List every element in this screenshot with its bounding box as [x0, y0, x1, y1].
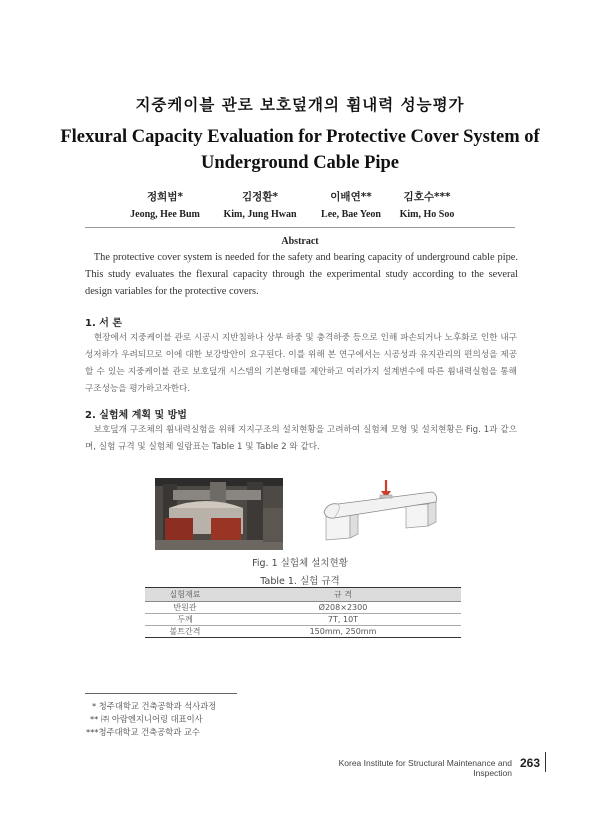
- author-name-en: Kim, Jung Hwan: [223, 209, 297, 220]
- section-1-heading: 1. 서 론: [85, 318, 123, 329]
- author-name-en: Kim, Ho Soo: [399, 209, 455, 220]
- page-number-bar: [545, 752, 546, 772]
- journal-footer: Korea Institute for Structural Maintenance and Inspection: [338, 758, 512, 778]
- table-cell: 볼트간격: [145, 626, 225, 638]
- abstract-text-content: The protective cover system is needed for the safety and bearing capacity of underground cable pipe. This study evaluates the flexural capacity through the experimental study according to the several design variables for the protective covers.: [85, 252, 518, 297]
- table-cell: 7T, 10T: [225, 614, 461, 626]
- author-name-ko: 이배연**: [330, 191, 372, 203]
- spec-table: [145, 587, 461, 638]
- section-2-paragraph: [85, 422, 517, 456]
- table-header-row: [145, 588, 461, 602]
- table-cell: 반원관: [145, 602, 225, 614]
- author-name-en: Lee, Bae Yeon: [321, 209, 381, 220]
- footnote-1: * 청주대학교 건축공학과 석사과정: [92, 701, 217, 711]
- table-row: [145, 626, 461, 638]
- author-1: [110, 189, 220, 220]
- test-setup-photo: [155, 478, 283, 550]
- title-en-line1: Flexural Capacity Evaluation for Protective Cover System of: [60, 127, 540, 147]
- table-row: [145, 602, 461, 614]
- paper-title-korean: 지중케이블 관로 보호덮개의 휨내력 성능평가: [135, 96, 465, 114]
- title-en-line2: Underground Cable Pipe: [200, 153, 400, 173]
- table-header-cell: 규 격: [225, 588, 461, 602]
- table-cell: 150mm, 250mm: [225, 626, 461, 638]
- author-name-ko: 김호수***: [403, 191, 451, 203]
- section-1-text: 현장에서 지중케이블 관로 시공시 지반침하나 상부 하중 및 충격하중 등으로 인해 파손되거나 노후화로 인한 내구성저하가 우려되므로 이에 대한 보강방안이 요구된다. 이를 위해 본 연구에서는 시공성과 유지관리의 편의성을 제공할 수 있는 지중케이블 관로 보호덮개 시스템의 기본형태를 제안하고 여러가지 설계변수에 따른 휨내력실험을 통해 구조성능을 평가하고자한다.: [85, 333, 517, 394]
- figure-caption: Fig. 1 실험체 설치현황: [252, 558, 348, 569]
- author-name-en: Jeong, Hee Bum: [130, 209, 200, 220]
- author-name-ko: 김정환*: [242, 191, 278, 203]
- section-2-text: 보호덮개 구조체의 휨내력실험을 위해 지지구조의 설치현황을 고려하여 실험체 모형 및 설치현황은 Fig. 1과 같으며, 실험 규격 및 실험체 일람표는 Table 1 및 Table 2 와 같다.: [85, 425, 517, 452]
- paper-title-english: [60, 124, 540, 176]
- section-2-heading: 2. 실험체 계획 및 방법: [85, 410, 187, 421]
- page-number: 263: [520, 756, 541, 770]
- footnote-2: ** ㈜ 아람엔지니어링 대표이사: [90, 714, 203, 724]
- section-1-paragraph: [85, 330, 517, 398]
- test-setup-diagram: [320, 478, 440, 550]
- table-header-cell: 실험재료: [145, 588, 225, 602]
- footnote-3: ***청주대학교 건축공학과 교수: [86, 727, 200, 737]
- table-cell: 두께: [145, 614, 225, 626]
- header-divider: [85, 227, 515, 228]
- footnote-divider: [85, 693, 237, 694]
- abstract-heading: Abstract: [281, 236, 319, 247]
- table-caption: Table 1. 실험 규격: [260, 576, 340, 587]
- table-cell: Ø208×2300: [225, 602, 461, 614]
- table-row: [145, 614, 461, 626]
- author-name-ko: 정희범*: [147, 191, 183, 203]
- abstract-text: [85, 249, 518, 300]
- author-4: [372, 189, 482, 220]
